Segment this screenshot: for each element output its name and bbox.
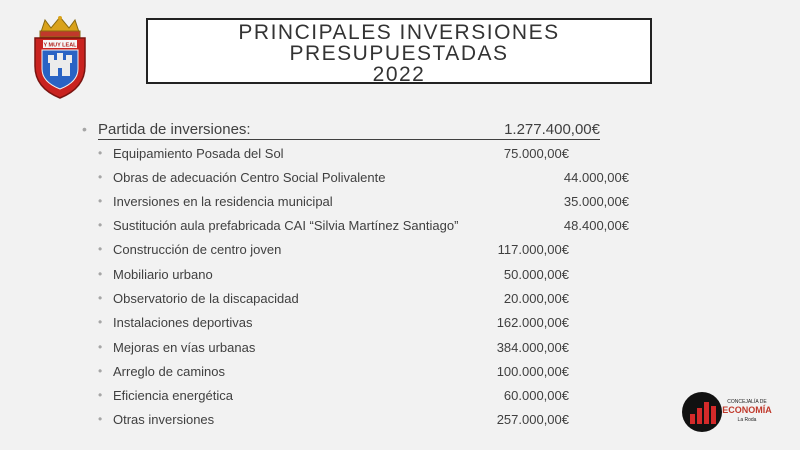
item-label: Inversiones en la residencia municipal	[113, 194, 333, 209]
bullet: •	[98, 170, 103, 184]
svg-text:CONCEJALÍA DE: CONCEJALÍA DE	[727, 399, 767, 405]
item-label: Mejoras en vías urbanas	[113, 340, 256, 355]
municipal-crest-logo	[29, 14, 91, 100]
bullet: •	[98, 242, 103, 256]
item-amount: 162.000,00€	[496, 315, 569, 330]
title-line-3: 2022	[372, 63, 426, 84]
svg-text:Y MUY LEAL: Y MUY LEAL	[43, 42, 77, 49]
bullet: •	[98, 340, 103, 354]
bullet-main: •	[82, 121, 87, 137]
bullet: •	[98, 291, 103, 305]
svg-text:ECONOMÍA: ECONOMÍA	[722, 405, 772, 415]
item-label: Observatorio de la discapacidad	[113, 291, 299, 306]
item-label: Sustitución aula prefabricada CAI “Silvia Martínez Santiago”	[113, 218, 459, 233]
main-investment-amount: 1.277.400,00€	[504, 121, 600, 138]
item-amount: 117.000,00€	[497, 242, 569, 257]
bullet: •	[98, 412, 103, 426]
item-amount: 100.000,00€	[496, 364, 569, 379]
main-investment-item	[98, 120, 600, 140]
item-label: Construcción de centro joven	[113, 242, 282, 257]
item-amount: 48.400,00€	[563, 218, 629, 233]
bullet: •	[98, 194, 103, 208]
item-label: Otras inversiones	[113, 412, 215, 427]
item-label: Eficiencia energética	[113, 388, 233, 403]
economia-logo	[680, 390, 780, 438]
bullet: •	[98, 364, 103, 378]
item-label: Arreglo de caminos	[113, 364, 225, 379]
item-amount: 44.000,00€	[563, 170, 629, 185]
bullet: •	[98, 218, 103, 232]
title-line-2: PRESUPUESTADAS	[289, 42, 509, 65]
item-label: Instalaciones deportivas	[113, 315, 253, 330]
item-amount: 60.000,00€	[503, 388, 569, 403]
bullet: •	[98, 388, 103, 402]
item-amount: 75.000,00€	[503, 146, 569, 161]
slide-title	[146, 18, 652, 84]
title-line-1: PRINCIPALES INVERSIONES	[238, 21, 560, 44]
item-label: Equipamiento Posada del Sol	[113, 146, 284, 161]
item-label: Mobiliario urbano	[113, 267, 213, 282]
item-amount: 257.000,00€	[496, 412, 569, 427]
item-amount: 35.000,00€	[563, 194, 629, 209]
bullet: •	[98, 315, 103, 329]
item-label: Obras de adecuación Centro Social Polivalente	[113, 170, 386, 185]
item-amount: 50.000,00€	[503, 267, 569, 282]
bullet: •	[98, 267, 103, 281]
item-amount: 384.000,00€	[496, 340, 569, 355]
bullet: •	[98, 146, 103, 160]
main-investment-label: Partida de inversiones:	[98, 121, 251, 138]
svg-text:La Roda: La Roda	[737, 417, 757, 423]
item-amount: 20.000,00€	[503, 291, 569, 306]
